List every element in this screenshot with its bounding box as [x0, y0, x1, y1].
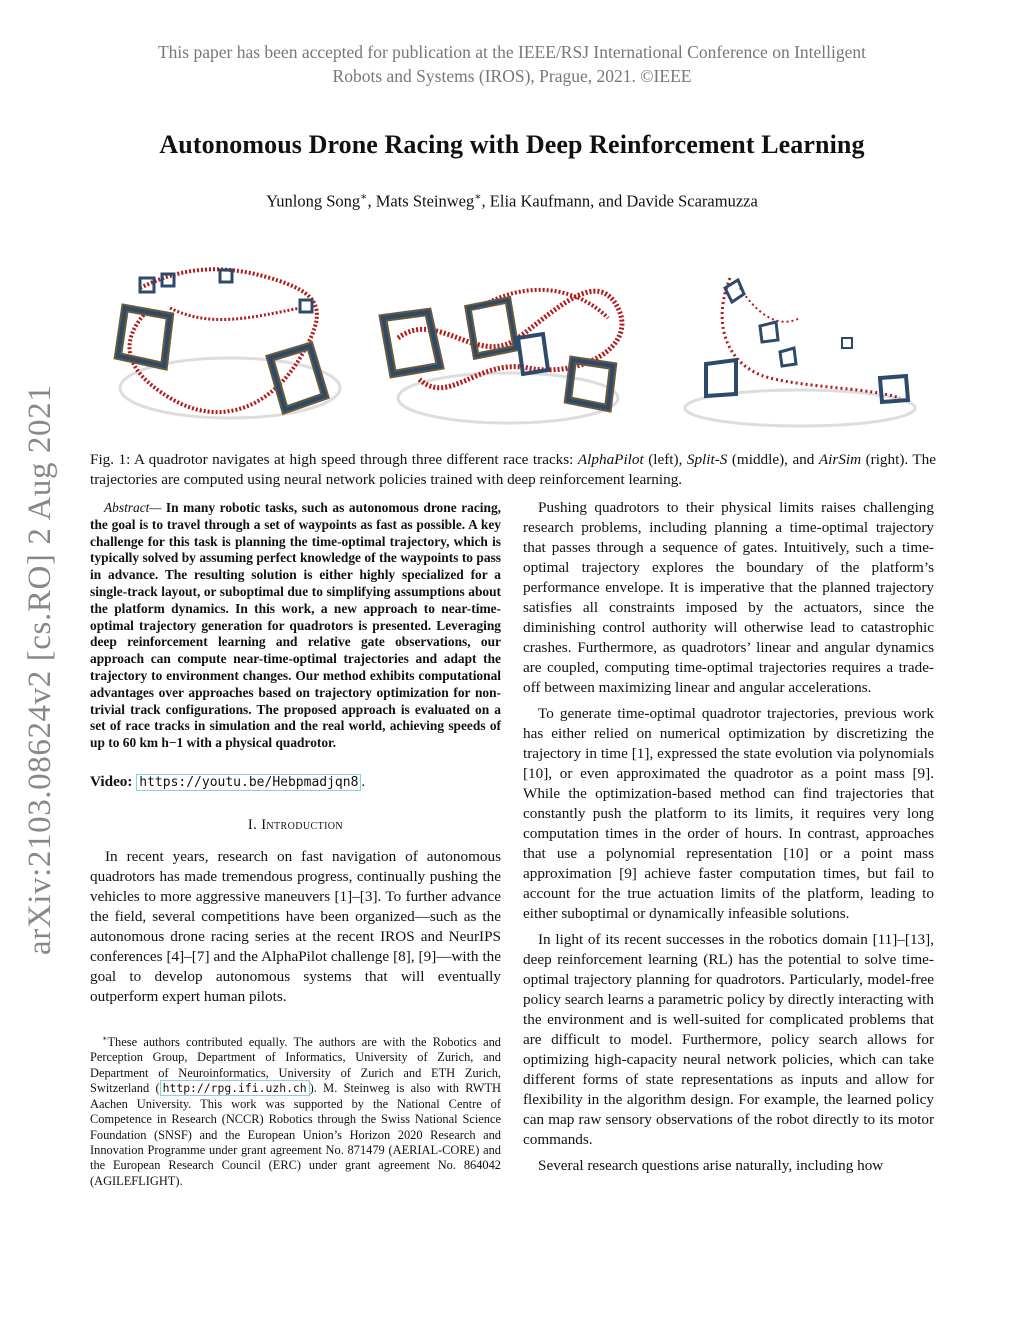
publication-note-line-2: Robots and Systems (IROS), Prague, 2021. ©IEEE [332, 66, 692, 86]
author-2: Mats Steinweg [375, 191, 475, 211]
alphapilot-track-image [100, 248, 370, 438]
section-number: I. [247, 816, 262, 833]
right-paragraph-2: To generate time-optimal quadrotor trajectories, previous work has either relied on numerical optimization by discretizing the trajectory in time [1], expressed the state evolution via polynomials [10], or even approximated the quadrotor as a point mass [9]. While the optimization-based method can find trajectories that constantly push the platform to its limits, it requires very long computation times in the order of hours. In contrast, approaches that use a polynomial representation [10] or a point mass approximation [9] achieve faster computation times, but fail to account for the true actuation limits of the platform, leading to either suboptimal or dynamically infeasible solutions. [523, 705, 934, 922]
intro-paragraph-1: In recent years, research on fast navigation of autonomous quadrotors has made tremendous progress, continually pushing the vehicles to more aggressive maneuvers [1]–[3]. To further advance the field, several competitions have been organized—such as the autonomous drone racing series at the recent IROS and NeurIPS conferences [4]–[7] and the AlphaPilot challenge [8], [9]—with the goal to develop autonomous systems that will eventually outperform expert human pilots. [90, 847, 501, 1005]
author-separator: , [367, 191, 376, 211]
race-gate [568, 360, 613, 408]
right-paragraph-1: Pushing quadrotors to their physical limits raises challenging research problems, including planning a time-optimal trajectory that passes through a sequence of gates. Intuitively, such a time-optimal trajectory explores the boundary of the platform’s performance envelope. It is imperative that the planned trajectory satisfies all constraints imposed by the actuators, since the diminishing control authority will otherwise lead to catastrophic crashes. Furthermore, as quadrotors’ linear and angular dynamics are coupled, computing time-optimal trajectories requires a trade-off between maximizing linear and angular accelerations. [523, 499, 934, 696]
equal-contribution-mark: ∗ [474, 191, 482, 203]
race-gate [270, 346, 325, 410]
race-gate [300, 300, 312, 312]
video-line [90, 772, 501, 793]
section-title: Introduction [261, 816, 344, 833]
right-paragraph-3: In light of its recent successes in the robotics domain [11]–[13], deep reinforcement learning (RL) has the potential to solve time-optimal trajectory planning for quadrotors. Particularly, model-free policy search learns a parametric policy by directly interacting with the environment and is well-suited for complicated problems that are difficult to model. Furthermore, policy search allows for optimizing high-capacity neural network policies, which can take different forms of state representations as inputs and allow for flexibility in the algorithm design. For example, the learned policy can map raw sensory observations of the robot directly to its motor commands. [523, 931, 934, 1148]
caption-prefix: Fig. 1: A quadrotor navigates at high speed through three different race tracks: [90, 451, 578, 468]
race-gate [383, 312, 440, 374]
airsim-track-image [670, 248, 930, 438]
race-gate [468, 300, 516, 356]
arxiv-identifier: arXiv:2103.08624v2 [cs.RO] 2 Aug 2021 [22, 384, 58, 955]
video-link[interactable]: https://youtu.be/Hebpmadjqn8 [136, 774, 361, 791]
caption-track-2: Split-S [686, 451, 728, 468]
section-heading-introduction [90, 815, 501, 835]
author-1: Yunlong Song [266, 191, 361, 211]
figure-race-tracks [90, 248, 936, 438]
lab-website-link[interactable]: http://rpg.ifi.uzh.ch [160, 1080, 310, 1096]
right-paragraph-4: Several research questions arise naturally, including how [538, 1157, 884, 1174]
left-column [90, 498, 501, 1189]
equal-contribution-mark: ∗ [360, 191, 368, 203]
caption-track-3: AirSim [818, 451, 862, 468]
paper-title: Autonomous Drone Racing with Deep Reinforcement Learning [159, 130, 865, 159]
caption-connector-2: (middle), and [727, 451, 819, 468]
caption-track-1: AlphaPilot [577, 451, 644, 468]
caption-connector-1: (left), [643, 451, 687, 468]
footnote-text-1: These authors contributed equally. The authors are with the Robotics and Perception Group, Department of Informatics, University of Zurich, and Department of Neuroinformatics, University of Zurich and ETH Zurich, Switzerland ( [90, 1035, 501, 1096]
publication-note [60, 40, 964, 88]
right-column [523, 498, 934, 1182]
race-gate [706, 360, 736, 396]
author-footnote [90, 1031, 501, 1189]
publication-note-line-1: This paper has been accepted for publication at the IEEE/RSJ International Conference on Intelligent [157, 42, 866, 62]
split-s-track-image [378, 248, 638, 438]
footnote-mark: ∗ [102, 1033, 108, 1043]
race-gate [518, 334, 548, 374]
abstract [90, 500, 501, 752]
caption-suffix: (right). The trajectories are computed using neural network policies trained with deep reinforcement learning. [90, 451, 937, 488]
abstract-lead: Abstract— [104, 500, 162, 515]
race-gate [140, 278, 154, 292]
footnote-text-2: ). M. Steinweg is also with RWTH Aachen University. This work was supported by the National Centre of Competence in Research (NCCR) Robotics through the Swiss National Science Foundation (SNSF) and the European Union’s Horizon 2020 Research and Innovation Programme under grant agreement No. 871479 (AERIAL-CORE) and the European Research Council (ERC) under grant agreement No. 864042 (AGILEFLIGHT). [90, 1081, 501, 1188]
video-label: Video: [90, 772, 133, 790]
abstract-text: In many robotic tasks, such as autonomous drone racing, the goal is to travel through a set of waypoints as fast as possible. A key challenge for this task is planning the time-optimal trajectory, which is typically solved by assuming perfect knowledge of the waypoints to pass in advance. The resulting solution is either highly specialized for a single-track layout, or suboptimal due to simplifying assumptions about the platform dynamics. In this work, a new approach to near-time-optimal trajectory generation for quadrotors is presented. Leveraging deep reinforcement learning and relative gate observations, our approach can compute near-time-optimal trajectories and adapt the trajectory to environment changes. Our method exhibits computational advantages over approaches based on trajectory optimization for non-trivial track configurations. The proposed approach is evaluated on a set of race tracks in simulation and the real world, achieving speeds of up to 60 km h−1 with a physical quadrotor. [90, 500, 501, 751]
race-gate [780, 348, 796, 366]
author-list [60, 190, 964, 212]
other-authors: , Elia Kaufmann, and Davide Scaramuzza [481, 191, 758, 211]
race-gate [842, 338, 852, 348]
video-period: . [361, 772, 366, 790]
race-gate [760, 322, 778, 342]
figure-caption [90, 450, 936, 490]
